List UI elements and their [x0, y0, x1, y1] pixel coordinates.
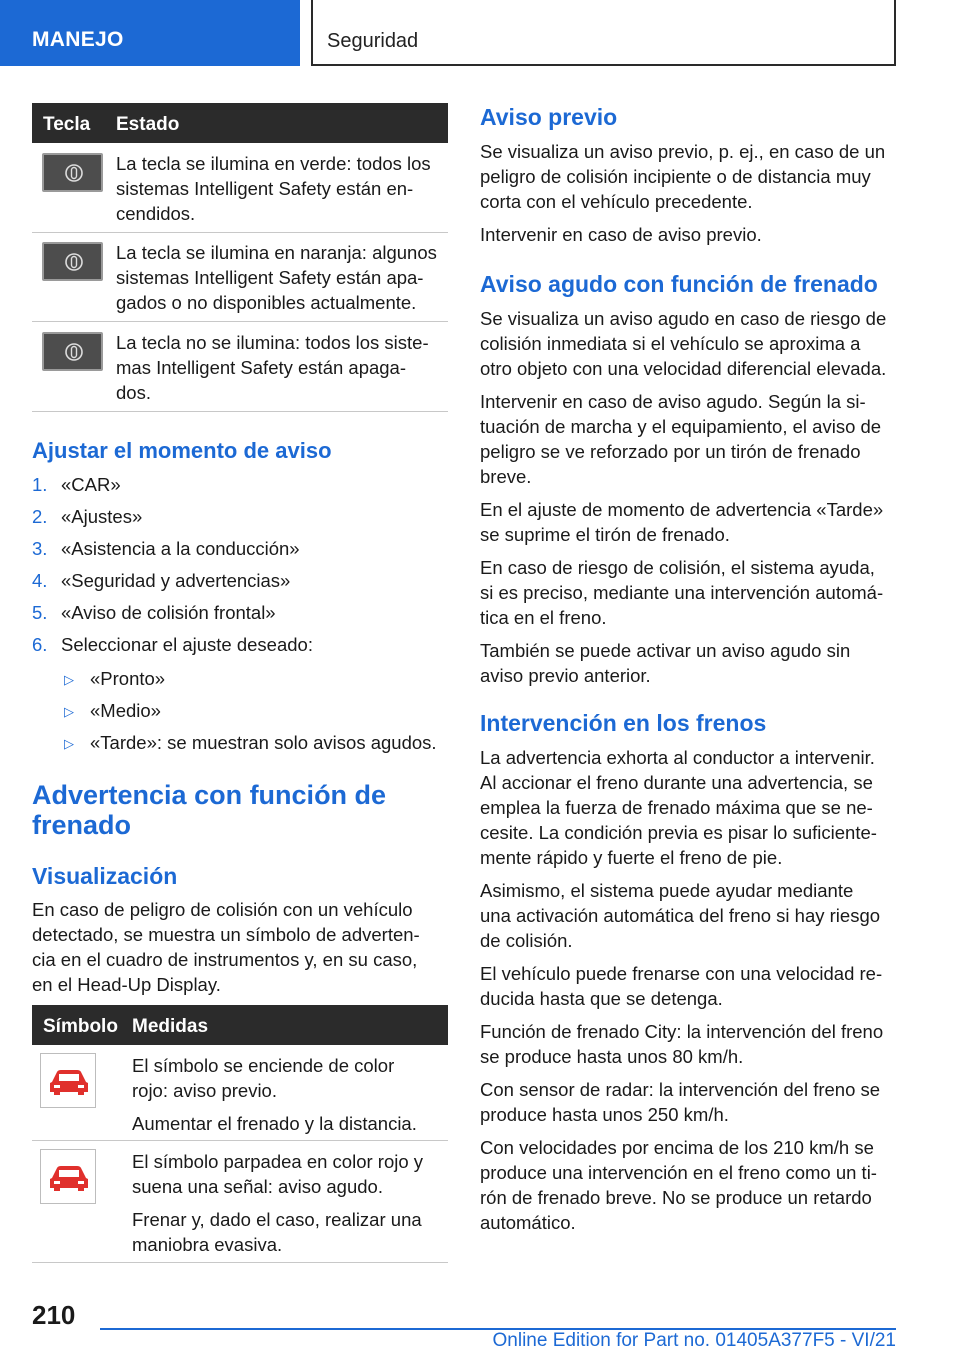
symbol-table-header [32, 1005, 448, 1045]
text-line: automático. [480, 1212, 576, 1233]
acute-warning-heading: Aviso agudo con función de frenado [480, 271, 878, 297]
symbol-table-col-symbol: Símbolo [43, 1016, 118, 1037]
text-line: Función de frenado City: la intervención del freno [480, 1021, 884, 1042]
text-line: se produce hasta unos 80 km/h. [480, 1046, 744, 1067]
text-line: produce una intervención en el freno como un ti- [480, 1162, 877, 1183]
step-number: 6. [32, 634, 48, 655]
key-row-text-line: sistemas Intelligent Safety están apa- [116, 267, 424, 288]
pre-warning-text [480, 139, 900, 247]
safety-button-off-icon [42, 332, 103, 371]
option-text: «Tarde»: se muestran solo avisos agudos. [90, 732, 437, 753]
text-line: produce hasta unos 250 km/h. [480, 1104, 729, 1125]
text-line: en el Head-Up Display. [32, 974, 221, 995]
red-car-flashing-icon [40, 1149, 96, 1204]
step-text: Seleccionar el ajuste deseado: [61, 634, 313, 655]
row-text-line: El símbolo se enciende de color [132, 1055, 395, 1076]
text-line: detectado, se muestra un símbolo de adverten- [32, 924, 420, 945]
key-row-text-line: dos. [116, 382, 151, 403]
triangle-bullet-icon: ▷ [64, 704, 74, 719]
brake-intervention-heading: Intervención en los frenos [480, 710, 767, 736]
text-line: Con sensor de radar: la intervención del freno se [480, 1079, 881, 1100]
key-table-row [32, 322, 448, 412]
text-line: aviso previo anterior. [480, 665, 651, 686]
chapter-title: Seguridad [327, 30, 419, 52]
option-text: «Pronto» [90, 668, 166, 689]
text-line: Con velocidades por encima de los 210 km/h se [480, 1137, 874, 1158]
step-text: «Aviso de colisión frontal» [61, 602, 276, 623]
step-text: «Ajustes» [61, 506, 143, 527]
text-line: Se visualiza un aviso agudo en caso de riesgo de [480, 308, 887, 329]
braking-heading [32, 780, 386, 840]
key-row-text-line: gados o no disponibles actualmente. [116, 292, 417, 313]
text-line: Se visualiza un aviso previo, p. ej., en caso de un [480, 141, 886, 162]
text-line: peligro se ve reforzado por un tirón de frenado [480, 441, 861, 462]
text-line: Intervenir en caso de aviso agudo. Según la si- [480, 391, 866, 412]
text-line: cesite. La condición previa es pisar lo suficiente- [480, 822, 877, 843]
text-line: de colisión. [480, 930, 573, 951]
text-line: peligro de colisión incipiente o de distancia muy [480, 166, 871, 187]
text-line: En el ajuste de momento de advertencia «Tarde» [480, 499, 884, 520]
key-table-col-key: Tecla [43, 114, 91, 135]
key-row-text-line: La tecla se ilumina en naranja: algunos [116, 242, 437, 263]
heading-line: frenado [32, 810, 132, 840]
page-number: 210 [32, 1300, 76, 1330]
acute-warning-text [480, 306, 900, 688]
section-label: MANEJO [32, 28, 124, 51]
step-number: 4. [32, 570, 48, 591]
row-text-line: El símbolo parpadea en color rojo y [132, 1151, 424, 1172]
text-line: corta con el vehículo precedente. [480, 191, 753, 212]
row-text-line: suena una señal: aviso agudo. [132, 1176, 383, 1197]
safety-button-green-icon [42, 153, 103, 192]
section-tab [0, 0, 300, 66]
text-line: una activación automática del freno si hay riesgo [480, 905, 881, 926]
step-text: «Asistencia a la conducción» [61, 538, 300, 559]
text-line: si es preciso, mediante una intervención automá- [480, 582, 884, 603]
step-number: 5. [32, 602, 48, 623]
option-text: «Medio» [90, 700, 161, 721]
key-row-text-line: La tecla no se ilumina: todos los siste- [116, 332, 429, 353]
text-line: Asimismo, el sistema puede ayudar mediante [480, 880, 854, 901]
text-line: El vehículo puede frenarse con una velocidad re- [480, 963, 883, 984]
text-line: emplea la fuerza de frenado máxima que se ne- [480, 797, 873, 818]
row-text-line: Aumentar el frenado y la distancia. [132, 1113, 417, 1134]
text-line: rón de frenado breve. No se produce un retardo [480, 1187, 872, 1208]
text-line: tica en el freno. [480, 607, 607, 628]
key-row-text-line: La tecla se ilumina en verde: todos los [116, 153, 431, 174]
display-subheading: Visualización [32, 863, 178, 889]
row-text-line: maniobra evasiva. [132, 1234, 283, 1255]
key-row-text-line: sistemas Intelligent Safety están en- [116, 178, 414, 199]
heading-line: Advertencia con función de [32, 780, 387, 810]
text-line: mente rápido y fuerte el freno de pie. [480, 847, 783, 868]
key-table-row [32, 143, 448, 233]
text-line: Intervenir en caso de aviso previo. [480, 224, 762, 245]
key-row-text-line: mas Intelligent Safety están apaga- [116, 357, 407, 378]
step-number: 2. [32, 506, 48, 527]
text-line: También se puede activar un aviso agudo sin [480, 640, 851, 661]
triangle-bullet-icon: ▷ [64, 736, 74, 751]
brake-intervention-text [480, 745, 900, 1235]
text-line: En caso de peligro de colisión con un vehículo [32, 899, 413, 920]
text-line: En caso de riesgo de colisión, el sistema ayuda, [480, 557, 875, 578]
adjust-heading: Ajustar el momento de aviso [32, 438, 332, 463]
chapter-header [311, 0, 896, 66]
text-line: La advertencia exhorta al conductor a intervenir. [480, 747, 875, 768]
text-line: Al accionar el freno durante una advertencia, se [480, 772, 873, 793]
text-line: otro objeto con una velocidad diferencial elevada. [480, 358, 887, 379]
key-table-header [32, 103, 448, 143]
key-row-text-line: cendidos. [116, 203, 196, 224]
edition-footer: Online Edition for Part no. 01405A377F5 - VI/21 [492, 1330, 896, 1351]
safety-button-orange-icon [42, 242, 103, 281]
red-car-warning-icon [40, 1053, 96, 1108]
step-text: «Seguridad y advertencias» [61, 570, 291, 591]
text-line: tuación de marcha y el equipamiento, el aviso de [480, 416, 882, 437]
step-number: 1. [32, 474, 48, 495]
step-text: «CAR» [61, 474, 121, 495]
text-line: breve. [480, 466, 532, 487]
text-line: ducida hasta que se detenga. [480, 988, 723, 1009]
key-table-col-state: Estado [116, 114, 180, 135]
triangle-bullet-icon: ▷ [64, 672, 74, 687]
row-text-line: Frenar y, dado el caso, realizar una [132, 1209, 422, 1230]
step-number: 3. [32, 538, 48, 559]
symbol-table-row [32, 1045, 448, 1141]
symbol-table-row [32, 1141, 448, 1263]
key-table-row [32, 233, 448, 322]
display-intro [32, 897, 452, 997]
pre-warning-heading: Aviso previo [480, 104, 618, 130]
symbol-table-col-measures: Medidas [132, 1016, 209, 1037]
text-line: colisión inmediata si el vehículo se aproxima a [480, 333, 861, 354]
row-text-line: rojo: aviso previo. [132, 1080, 277, 1101]
text-line: se suprime el tirón de frenado. [480, 524, 730, 545]
text-line: cia en el cuadro de instrumentos y, en su caso, [32, 949, 418, 970]
